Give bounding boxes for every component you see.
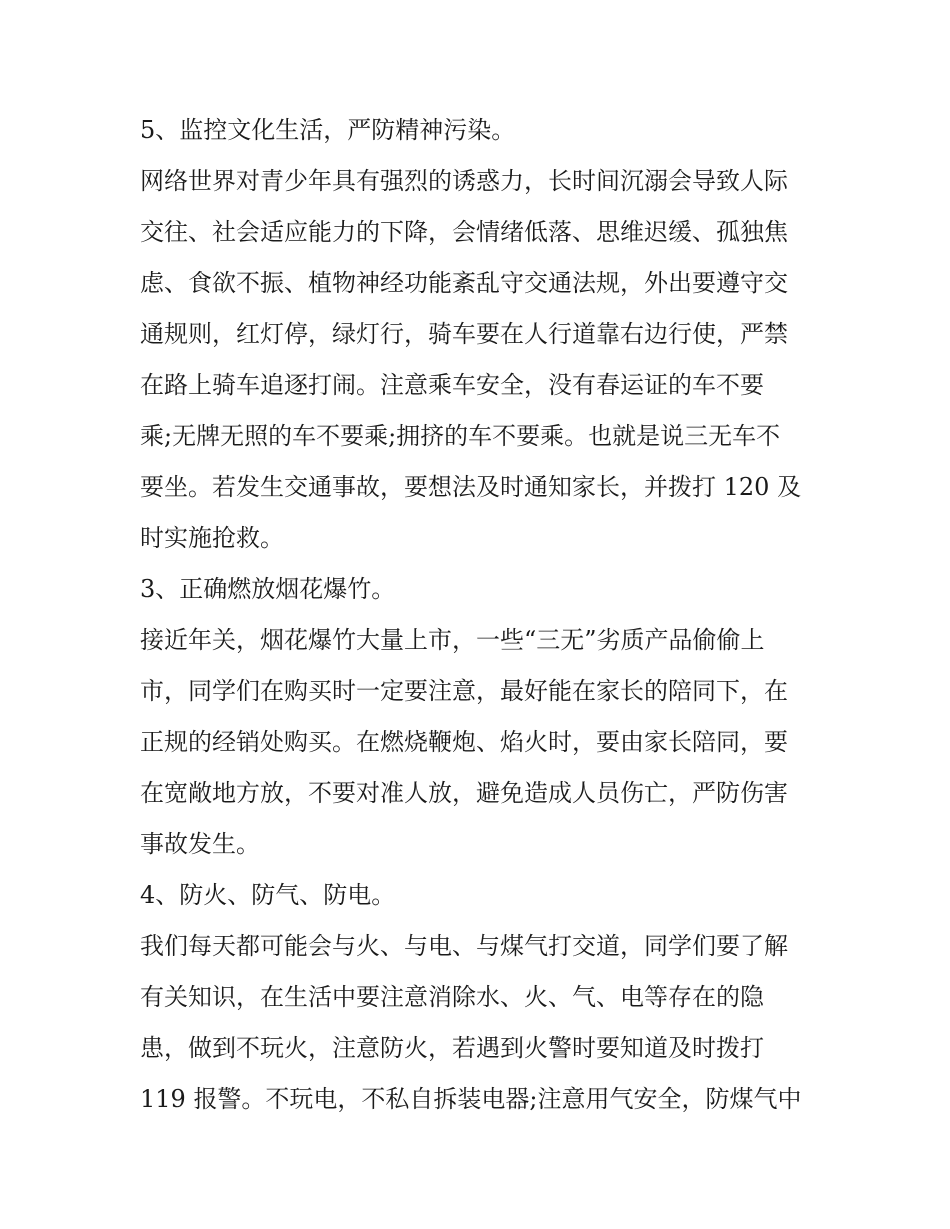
paragraph-line: 在宽敞地方放，不要对准人放，避免造成人员伤亡，严防伤害 xyxy=(140,779,788,807)
paragraph-line: 有关知识，在生活中要注意消除水、火、气、电等存在的隐 xyxy=(140,983,764,1011)
paragraph-line: 在路上骑车追逐打闹。注意乘车安全，没有春运证的车不要 xyxy=(140,371,764,399)
paragraph-line: 网络世界对青少年具有强烈的诱惑力，长时间沉溺会导致人际 xyxy=(140,167,788,195)
paragraph-line: 虑、食欲不振、植物神经功能紊乱守交通法规，外出要遵守交 xyxy=(140,269,788,297)
paragraph-line: 患，做到不玩火，注意防火，若遇到火警时要知道及时拨打 xyxy=(140,1034,764,1062)
paragraph-line: 交往、社会适应能力的下降，会情绪低落、思维迟缓、孤独焦 xyxy=(140,218,788,246)
heading-section-4: 4、防火、防气、防电。 xyxy=(140,881,396,909)
paragraph-line: 正规的经销处购买。在燃烧鞭炮、焰火时，要由家长陪同，要 xyxy=(140,728,788,756)
paragraph-line: 要坐。若发生交通事故，要想法及时通知家长，并拨打 120 及 xyxy=(140,473,802,501)
paragraph-line: 市，同学们在购买时一定要注意，最好能在家长的陪同下，在 xyxy=(140,677,788,705)
paragraph-line: 接近年关，烟花爆竹大量上市，一些“三无”劣质产品偷偷上 xyxy=(140,626,765,654)
document-body xyxy=(140,105,820,1125)
paragraph-line: 我们每天都可能会与火、与电、与煤气打交道，同学们要了解 xyxy=(140,932,788,960)
heading-section-3: 3、正确燃放烟花爆竹。 xyxy=(140,575,396,603)
paragraph-line: 时实施抢救。 xyxy=(140,524,284,552)
paragraph-line: 通规则，红灯停，绿灯行，骑车要在人行道靠右边行使，严禁 xyxy=(140,320,788,348)
paragraph-line: 乘;无牌无照的车不要乘;拥挤的车不要乘。也就是说三无车不 xyxy=(140,422,781,450)
heading-section-5: 5、监控文化生活，严防精神污染。 xyxy=(140,116,516,144)
paragraph-line: 119 报警。不玩电，不私自拆装电器;注意用气安全，防煤气中 xyxy=(140,1085,802,1113)
paragraph-line: 事故发生。 xyxy=(140,830,260,858)
